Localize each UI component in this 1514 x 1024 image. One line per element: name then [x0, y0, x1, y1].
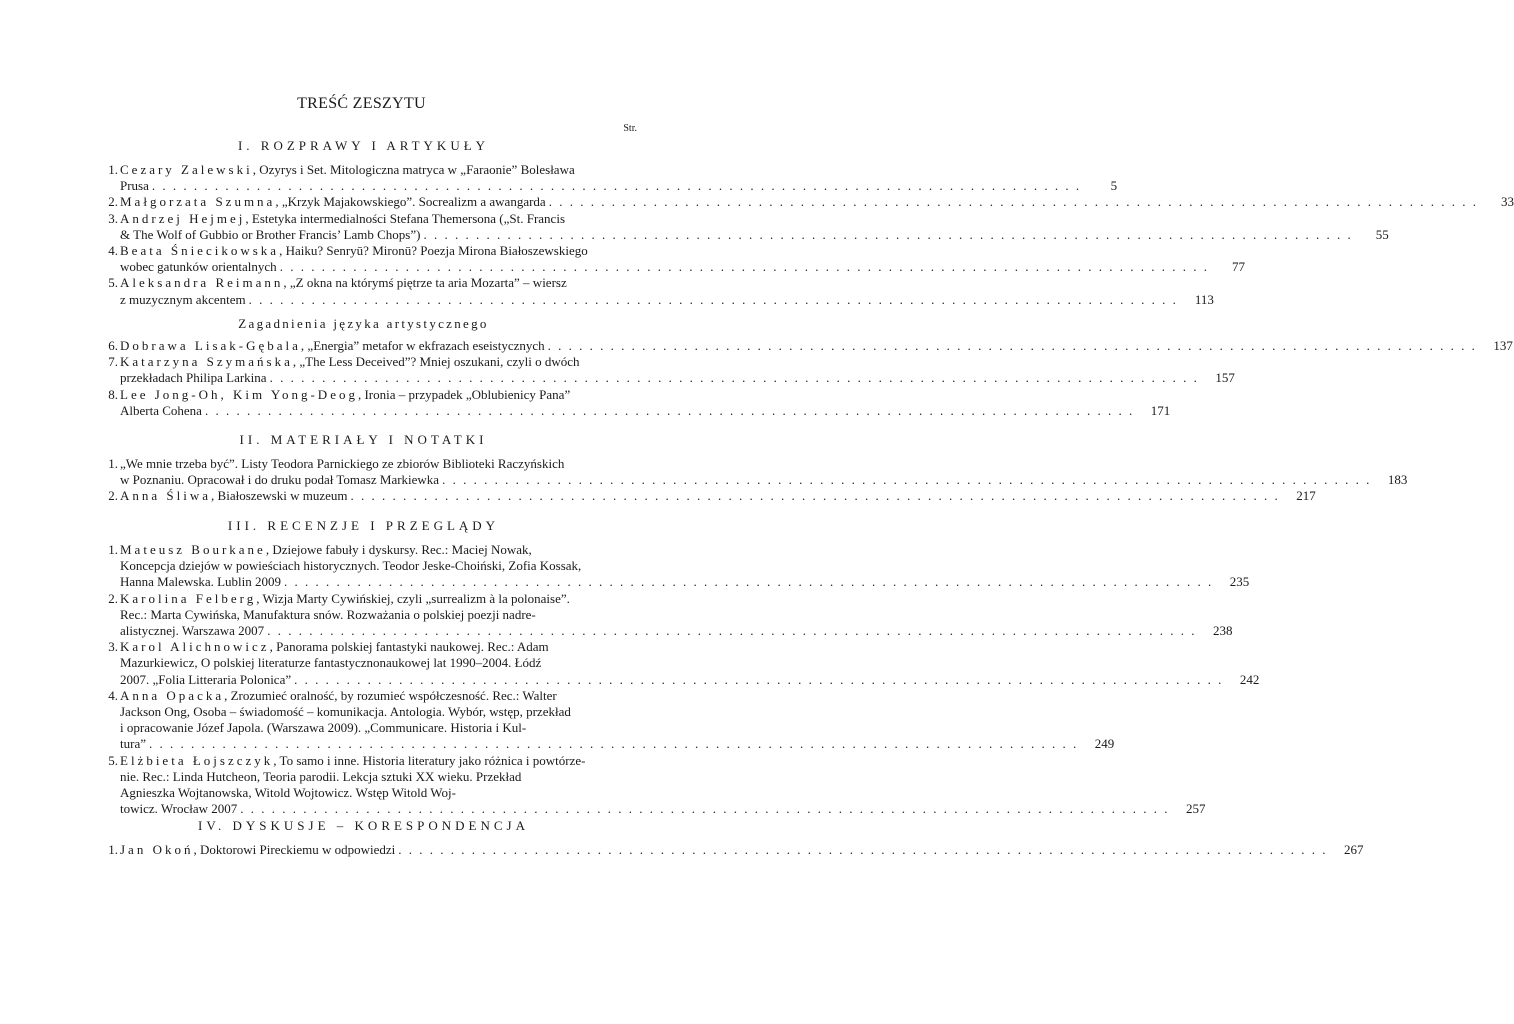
entry-number: 5. [108, 275, 118, 291]
entry-author: Anna Opacka [120, 687, 225, 703]
page-number: 267 [1344, 842, 1364, 857]
entry-text [120, 456, 564, 471]
entry-line [120, 736, 1114, 752]
toc-entry[interactable] [90, 842, 1364, 858]
toc-entry[interactable] [90, 687, 1115, 753]
entry-line [120, 607, 1232, 623]
entry-author: Cezary Zalewski [120, 162, 253, 177]
dot-leader: . . . . . . . . . . . . . . . . . . . . . . . . . . . . . . . . . . . . . . . . . . . . . . . . . . . . . . . . . . . . . . . . . . . . . . . . . . . . . . . . . . . . . . . . . [423, 226, 1353, 242]
section-heading-2: II. MATERIAŁY I NOTATKI [239, 432, 488, 447]
entry-line [120, 655, 1259, 671]
section-heading-1b: Zagadnienia języka artystycznego [238, 316, 489, 331]
entry-line [120, 194, 1514, 210]
entry-number: 1. [108, 842, 118, 857]
entry-number: 7. [108, 354, 118, 370]
toc-entry[interactable] [90, 752, 1206, 818]
entry-line [120, 338, 1513, 354]
entry-title: z muzycznym akcentem [120, 291, 246, 307]
entry-text [120, 607, 536, 622]
dot-leader: . . . . . . . . . . . . . . . . . . . . . . . . . . . . . . . . . . . . . . . . . . . . . . . . . . . . . . . . . . . . . . . . . . . . . . . . . . . . . . . . . . . . . . . . . [442, 472, 1372, 488]
entry-line [120, 623, 1232, 639]
page-number: 137 [1493, 338, 1513, 353]
dot-leader: . . . . . . . . . . . . . . . . . . . . . . . . . . . . . . . . . . . . . . . . . . . . . . . . . . . . . . . . . . . . . . . . . . . . . . . . . . . . . . . . . . . . . . . . . [279, 259, 1209, 275]
entry-text: Katarzyna Szymańska, „The Less Deceived”? Mniej oszukani, czyli o dwóch [120, 354, 580, 370]
entry-title: Ozyrys i Set. Mitologiczna matryca w „Faraonie” Bolesława [259, 162, 575, 177]
dot-leader: . . . . . . . . . . . . . . . . . . . . . . . . . . . . . . . . . . . . . . . . . . . . . . . . . . . . . . . . . . . . . . . . . . . . . . . . . . . . . . . . . . . . . . . . . [148, 736, 1079, 752]
dot-leader: . . . . . . . . . . . . . . . . . . . . . . . . . . . . . . . . . . . . . . . . . . . . . . . . . . . . . . . . . . . . . . . . . . . . . . . . . . . . . . . . . . . . . . . . . [350, 488, 1280, 504]
dot-leader: . . . . . . . . . . . . . . . . . . . . . . . . . . . . . . . . . . . . . . . . . . . . . . . . . . . . . . . . . . . . . . . . . . . . . . . . . . . . . . . . . . . . . . . . . [267, 623, 1197, 639]
entry-text [120, 801, 237, 817]
entry-line [120, 387, 1170, 403]
page-number: 257 [1186, 801, 1206, 817]
entry-body [118, 639, 1259, 688]
entry-title: Panorama polskiej fantastyki naukowej. Rec.: Adam [276, 639, 549, 655]
entry-text [120, 736, 146, 752]
entry-line [120, 162, 1117, 178]
dot-leader: . . . . . . . . . . . . . . . . . . . . . . . . . . . . . . . . . . . . . . . . . . . . . . . . . . . . . . . . . . . . . . . . . . . . . . . . . . . . . . . . . . . . . . . . . [284, 574, 1214, 590]
entry-text [120, 558, 581, 573]
page-number: 5 [1110, 178, 1118, 194]
entry-author: Karol Alichnowicz [120, 639, 270, 655]
entry-title: „Z okna na którymś piętrze ta aria Mozarta” – wiersz [289, 275, 567, 291]
entry-line [120, 801, 1206, 817]
entry-text: Lee Jong-Oh, Kim Yong-Deog, Ironia – przypadek „Oblubienicy Pana” [120, 386, 571, 402]
entry-number: 1. [108, 456, 118, 471]
dot-leader: . . . . . . . . . . . . . . . . . . . . . . . . . . . . . . . . . . . . . . . . . . . . . . . . . . . . . . . . . . . . . . . . . . . . . . . . . . . . . . . . . . . . . . . . . [294, 671, 1224, 687]
toc-entry[interactable] [90, 386, 1171, 419]
entry-line [120, 370, 1235, 386]
entry-body [118, 211, 1389, 243]
dot-leader: . . . . . . . . . . . . . . . . . . . . . . . . . . . . . . . . . . . . . . . . . . . . . . . . . . . . . . . . . . . . . . . . . . . . . . . . . . . . . . . . . . . . . . . . . [151, 178, 1082, 194]
entry-number: 6. [108, 338, 118, 353]
entry-author: Andrzej Hejmej [120, 210, 246, 226]
entry-text [120, 370, 267, 386]
entry-text: Beata Śniecikowska, Haiku? Senryū? Mironū? Poezja Mirona Białoszewskiego [120, 243, 588, 259]
entry-author: Jan Okoń [120, 842, 194, 857]
entry-title: Alberta Cohena [120, 402, 202, 418]
dot-leader: . . . . . . . . . . . . . . . . . . . . . . . . . . . . . . . . . . . . . . . . . . . . . . . . . . . . . . . . . . . . . . . . . . . . . . . . . . . . . . . . . . . . . . . . . [269, 370, 1199, 386]
entry-line [120, 488, 1316, 504]
entry-author: Anna Śliwa [120, 488, 212, 504]
entry-title: Białoszewski w muzeum [217, 488, 348, 504]
entry-title: „Krzyk Majakowskiego”. Socrealizm a awangarda [281, 194, 546, 210]
entry-title: nie. Rec.: Linda Hutcheon, Teoria parodii. Lekcja sztuki XX wieku. Przekład [120, 768, 522, 784]
entry-title: alistycznej. Warszawa 2007 [120, 623, 265, 639]
dot-leader: . . . . . . . . . . . . . . . . . . . . . . . . . . . . . . . . . . . . . . . . . . . . . . . . . . . . . . . . . . . . . . . . . . . . . . . . . . . . . . . . . . . . . . . . . [204, 402, 1135, 418]
entry-title: „We mnie trzeba być”. Listy Teodora Parnickiego ze zbiorów Biblioteki Raczyńskich [120, 456, 565, 471]
entry-line [120, 259, 1245, 275]
entry-title: Wizja Marty Cywińskiej, czyli „surrealizm à la polonaise”. [262, 590, 570, 606]
section-entries-1b [90, 338, 1513, 419]
entry-author: Karolina Felberg [120, 590, 257, 606]
toc-entry[interactable] [90, 194, 1514, 210]
entry-line [120, 558, 1249, 574]
entry-title: Jackson Ong, Osoba – świadomość – komunikacja. Antologia. Wybór, wstęp, przekład [120, 704, 571, 720]
page-number: 183 [1387, 472, 1408, 488]
toc-entry[interactable] [90, 162, 1118, 194]
toc-entry[interactable] [90, 338, 1513, 354]
entry-text [120, 574, 281, 590]
page-number: 33 [1500, 194, 1514, 210]
entry-line [120, 574, 1249, 590]
entry-body [118, 688, 1114, 753]
entry-number: 1. [108, 162, 118, 177]
page-title: TREŚĆ ZESZYTU [297, 95, 426, 112]
dot-leader: . . . . . . . . . . . . . . . . . . . . . . . . . . . . . . . . . . . . . . . . . . . . . . . . . . . . . . . . . . . . . . . . . . . . . . . . . . . . . . . . . . . . . . . . . [240, 801, 1170, 817]
entry-author: Aleksandra Reimann [120, 275, 284, 291]
entry-text: Anna Opacka, Zrozumieć oralność, by rozumieć współczesność. Rec.: Walter [120, 687, 557, 703]
entry-line [120, 785, 1206, 801]
entry-body [118, 456, 1407, 488]
entry-title: i opracowanie Józef Japola. (Warszawa 2009). „Communicare. Historia i Kul- [120, 720, 527, 736]
entry-line [120, 211, 1389, 227]
toc-entry[interactable] [90, 590, 1233, 640]
entry-line [120, 472, 1407, 488]
entry-number: 2. [108, 488, 118, 504]
entry-text [120, 769, 521, 784]
entry-text: Cezary Zalewski, Ozyrys i Set. Mitologiczna matryca w „Faraonie” Bolesława [120, 162, 575, 177]
entry-body [118, 275, 1214, 307]
entry-text: Małgorzata Szumna, „Krzyk Majakowskiego”. Socrealizm a awangarda [120, 194, 546, 210]
entry-text [120, 785, 456, 800]
entry-number: 3. [108, 210, 118, 226]
entry-author: Mateusz Bourkane [120, 542, 266, 557]
section-heading-3: III. RECENZJE I PRZEGLĄDY [227, 518, 500, 533]
section-entries-2 [90, 456, 1408, 505]
section-entries-4 [90, 842, 1364, 858]
entry-title: wobec gatunków orientalnych [120, 259, 277, 275]
entry-text [120, 403, 202, 419]
entry-title: Hanna Malewska. Lublin 2009 [120, 574, 282, 590]
entry-line [120, 178, 1117, 194]
toc-entry[interactable] [90, 275, 1214, 307]
page-number: 113 [1194, 291, 1214, 307]
entry-title: Dziejowe fabuły i dyskursy. Rec.: Maciej Nowak, [272, 542, 532, 557]
entry-number: 5. [108, 752, 118, 768]
entry-text: Karolina Felberg, Wizja Marty Cywińskiej, czyli „surrealizm à la polonaise”. [120, 590, 570, 606]
entry-line [120, 591, 1232, 607]
entry-text: Karol Alichnowicz, Panorama polskiej fantastyki naukowej. Rec.: Adam [120, 639, 549, 655]
entry-number: 3. [108, 639, 118, 655]
entry-line [120, 769, 1206, 785]
entry-line [120, 227, 1389, 243]
entry-line [120, 704, 1114, 720]
entry-title: Mazurkiewicz, O polskiej literaturze fantastycznonaukowej lat 1990–2004. Łódź [120, 655, 542, 671]
dot-leader: . . . . . . . . . . . . . . . . . . . . . . . . . . . . . . . . . . . . . . . . . . . . . . . . . . . . . . . . . . . . . . . . . . . . . . . . . . . . . . . . . . . . . . . . . [547, 338, 1477, 353]
entry-title: „The Less Deceived”? Mniej oszukani, czyli o dwóch [299, 354, 580, 370]
entry-title: To samo i inne. Historia literatury jako różnica i powtórze- [279, 752, 586, 768]
entry-text [120, 178, 149, 194]
entry-body [118, 194, 1514, 210]
entry-body [118, 488, 1316, 504]
entry-text: Jan Okoń, Doktorowi Pireckiemu w odpowiedzi [120, 842, 396, 857]
toc-entry[interactable] [90, 243, 1245, 275]
entry-text: Anna Śliwa, Białoszewski w muzeum [120, 488, 348, 504]
entry-title: towicz. Wrocław 2007 [120, 801, 238, 817]
entry-text: Aleksandra Reimann, „Z okna na którymś piętrze ta aria Mozarta” – wiersz [120, 275, 567, 291]
page-number: 242 [1239, 671, 1260, 687]
page-number: 249 [1094, 736, 1115, 752]
entry-line [120, 354, 1235, 370]
entry-line [120, 243, 1245, 259]
entry-text: Dobrawa Lisak-Gębala, „Energia” metafor w ekfrazach eseistycznych [120, 338, 545, 353]
entry-title: Estetyka intermedialności Stefana Themersona („St. Francis [251, 210, 566, 226]
toc-entry[interactable] [90, 542, 1250, 591]
page-number: 77 [1231, 259, 1245, 275]
entry-line [120, 292, 1214, 308]
page-number: 217 [1296, 488, 1316, 504]
entry-text: Andrzej Hejmej, Estetyka intermedialności Stefana Themersona („St. Francis [120, 210, 566, 226]
page-column-label: Str. [623, 123, 637, 134]
entry-title: przekładach Philipa Larkina [120, 370, 267, 386]
section-entries-1 [90, 162, 1514, 308]
page-number: 171 [1150, 402, 1171, 418]
entry-text [120, 292, 246, 308]
entry-body [118, 842, 1364, 858]
entry-title: Agnieszka Wojtanowska, Witold Wojtowicz. Wstęp Witold Woj- [120, 785, 456, 801]
entry-number: 8. [108, 386, 118, 402]
entry-body [118, 162, 1117, 194]
entry-text: Elżbieta Łojszczyk, To samo i inne. Historia literatury jako różnica i powtórze- [120, 752, 586, 768]
entry-line [120, 672, 1259, 688]
entry-line [120, 542, 1249, 558]
entry-text [120, 623, 264, 639]
toc-entry[interactable] [90, 488, 1316, 504]
entry-text [120, 472, 439, 488]
dot-leader: . . . . . . . . . . . . . . . . . . . . . . . . . . . . . . . . . . . . . . . . . . . . . . . . . . . . . . . . . . . . . . . . . . . . . . . . . . . . . . . . . . . . . . . . . [248, 291, 1178, 307]
entry-title: „Energia” metafor w ekfrazach eseistycznych [307, 338, 545, 353]
page-number: 238 [1212, 623, 1233, 639]
entry-text [120, 655, 541, 670]
entry-title: Doktorowi Pireckiemu w odpowiedzi [199, 842, 396, 857]
entry-number: 4. [108, 687, 118, 703]
entry-text [120, 227, 420, 243]
section-heading-4: IV. DYSKUSJE – KORESPONDENCJA [197, 818, 529, 833]
toc-entry[interactable] [90, 354, 1235, 386]
entry-number: 1. [108, 542, 118, 557]
page-number: 235 [1229, 574, 1250, 590]
toc-entry[interactable] [90, 456, 1408, 488]
entry-line [120, 275, 1214, 291]
toc-entry[interactable] [90, 639, 1260, 688]
entry-title: & The Wolf of Gubbio or Brother Francis’ Lamb Chops”) [120, 226, 421, 242]
entry-line [120, 403, 1170, 419]
entry-author: Dobrawa Lisak-Gębala [120, 338, 301, 353]
toc-entry[interactable] [90, 210, 1389, 243]
entry-number: 4. [108, 243, 118, 259]
entry-text [120, 720, 526, 735]
entry-author: Katarzyna Szymańska [120, 354, 293, 370]
entry-number: 2. [108, 590, 118, 606]
entry-author: Lee Jong-Oh, Kim Yong-Deog [120, 386, 358, 402]
entry-title: w Poznaniu. Opracował i do druku podał Tomasz Markiewka [120, 472, 440, 488]
entry-text [120, 672, 291, 688]
entry-body [118, 338, 1513, 354]
dot-leader: . . . . . . . . . . . . . . . . . . . . . . . . . . . . . . . . . . . . . . . . . . . . . . . . . . . . . . . . . . . . . . . . . . . . . . . . . . . . . . . . . . . . . . . . . [398, 842, 1328, 857]
entry-author: Beata Śniecikowska [120, 243, 280, 259]
entry-line [120, 720, 1114, 736]
entry-title: Rec.: Marta Cywińska, Manufaktura snów. Rozważania o polskiej poezji nadre- [120, 606, 536, 622]
entry-line [120, 688, 1114, 704]
entry-body [118, 591, 1232, 640]
page-number: 55 [1375, 226, 1389, 242]
entry-body [118, 542, 1249, 591]
dot-leader: . . . . . . . . . . . . . . . . . . . . . . . . . . . . . . . . . . . . . . . . . . . . . . . . . . . . . . . . . . . . . . . . . . . . . . . . . . . . . . . . . . . . . . . . . [548, 194, 1478, 210]
entry-text [120, 704, 571, 719]
entry-text [120, 259, 277, 275]
page-number: 157 [1215, 370, 1235, 386]
entry-text: Mateusz Bourkane, Dziejowe fabuły i dyskursy. Rec.: Maciej Nowak, [120, 542, 532, 557]
entry-title: Prusa [120, 178, 149, 194]
entry-author: Małgorzata Szumna [120, 194, 276, 210]
section-heading-1: I. ROZPRAWY I ARTYKUŁY [237, 138, 490, 153]
entry-title: tura” [120, 736, 146, 752]
entry-number: 2. [108, 194, 118, 210]
entry-line [120, 842, 1364, 858]
section-entries-3 [90, 542, 1260, 817]
entry-line [120, 639, 1259, 655]
entry-title: Zrozumieć oralność, by rozumieć współczesność. Rec.: Walter [230, 687, 557, 703]
entry-title: Ironia – przypadek „Oblubienicy Pana” [364, 386, 571, 402]
entry-body [118, 753, 1206, 818]
entry-line [120, 753, 1206, 769]
entry-body [118, 243, 1245, 275]
entry-body [118, 354, 1235, 386]
entry-title: Koncepcja dziejów w powieściach historycznych. Teodor Jeske-Choiński, Zofia Kossak, [120, 558, 582, 574]
entry-author: Elżbieta Łojszczyk [120, 752, 274, 768]
entry-body [118, 387, 1170, 419]
entry-line [120, 456, 1407, 472]
entry-title: Haiku? Senryū? Mironū? Poezja Mirona Białoszewskiego [285, 243, 588, 259]
entry-title: 2007. „Folia Litteraria Polonica” [120, 671, 292, 687]
